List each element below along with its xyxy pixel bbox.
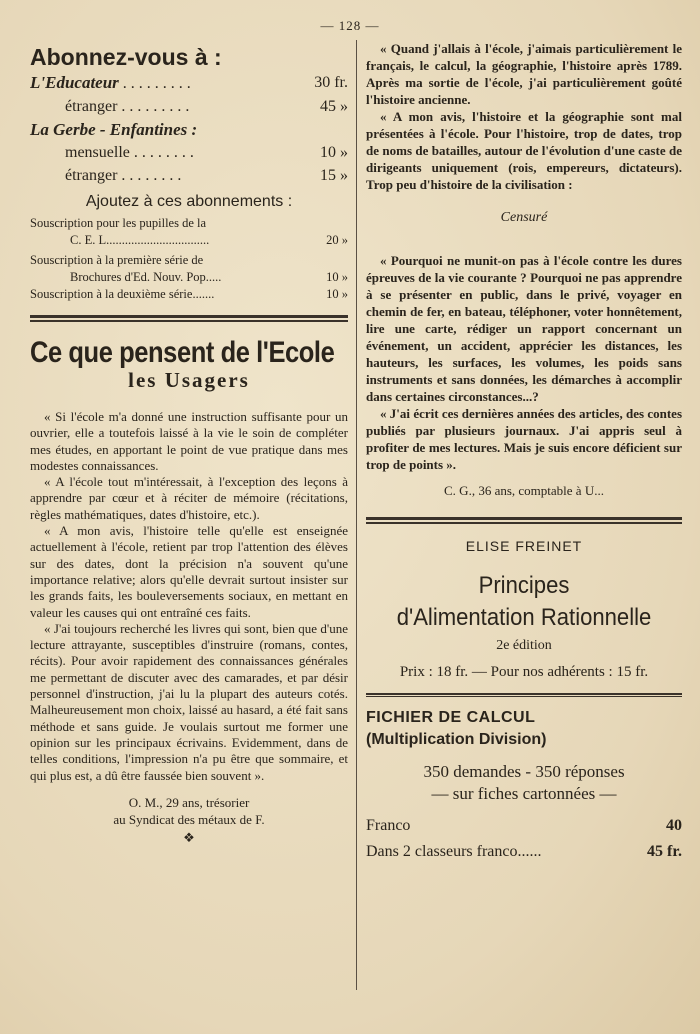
subscription-row-mensuelle	[30, 141, 348, 164]
article-paragraph: « J'ai écrit ces dernières années des articles, des contes publiés par plusieurs journaux. J'ai appris seul à profiter de mes lectures. Mais je suis encore déficient sur trop de points ».	[366, 406, 682, 472]
column-divider	[356, 40, 357, 990]
subscriptions-box	[30, 44, 348, 303]
subscriptions-heading: Abonnez-vous à :	[30, 44, 222, 70]
right-article-body	[366, 40, 682, 473]
deuxieme-price: 10 »	[326, 287, 348, 301]
brochures-text: Souscription à la première série de	[30, 253, 204, 267]
section-divider	[30, 315, 348, 322]
educateur-price: 30 fr.	[314, 74, 348, 91]
classeurs-price: 45 fr.	[647, 843, 682, 860]
article-paragraph: « Pourquoi ne munit-on pas à l'école contre les dures épreuves de la vie courante ? Pourquoi ne pas apprendre à se présenter en public, dans le privé, voyager en chemin de fer, en bateau, téléphoner, voter honnêtement, lire une carte, rédiger un rapport concernant un événement, un accident, apprécier les distances, les hauteurs, les surfaces, les volumes, les poids sans instruments et sans données, les démarches à accomplir dans certaines circonstances...?	[366, 253, 682, 404]
right-article-signature: C. G., 36 ans, comptable à U...	[444, 483, 604, 498]
educateur-label: L'Educateur	[30, 73, 119, 92]
book-title-line2: d'Alimentation Rationnelle	[396, 604, 652, 631]
franco-row	[366, 817, 682, 835]
book-edition: 2e édition	[496, 638, 552, 653]
etranger-label: étranger	[65, 167, 118, 184]
page-number: — 128 —	[320, 18, 380, 33]
leader-dots: . . . . . . . . .	[122, 75, 191, 92]
censure-label: Censuré	[500, 210, 548, 225]
section-divider	[366, 693, 682, 697]
gerbe-etranger-price: 15 »	[320, 167, 348, 184]
article-paragraph: « A mon avis, l'histoire telle qu'elle est enseignée actuellement à l'école, retient par trop l'attention des élèves sur des dates, dont la précision n'a souvent qu'une importance relative; alors qu'elle devrait surtout insister sur les grands faits, les bouleversements sociaux, en mettant en valeur les causes qui ont entraîné ces faits.	[30, 523, 348, 620]
fichier-line2: — sur fiches cartonnées —	[431, 784, 617, 803]
leader-dots: . . . . . . . .	[121, 167, 182, 184]
mensuelle-price: 10 »	[320, 144, 348, 161]
book-title-line1: Principes	[478, 572, 570, 599]
left-column	[30, 40, 348, 846]
brochures-price: 10 »	[326, 270, 348, 284]
article-signature	[30, 794, 348, 828]
ornament-icon: ❖	[183, 829, 195, 845]
franco-price: 40	[666, 817, 682, 834]
article-paragraph: « J'ai toujours recherché les livres qui sont, bien que d'une lecture attrayante, susceptibles d'instruire (romans, contes, récits). Pour avoir rapidement des connaissances générales me permettant de discuter avec des camarades, et par désir personnel d'instruction, j'ai lu la plupart des auteurs cotés. Malheureusement mon choix, laissé au hasard, a été fait sans méthode et sans guide. Je voulais surtout me former une opinion sur les principaux écrivains. Evidemment, dans de telles conditions, l'impression n'a pu être que sommaire, et qui plus est, a dû être faussée bien souvent ».	[30, 620, 348, 783]
article-paragraph: « A mon avis, l'histoire et la géographie sont mal présentées à l'école. Pour l'histoire, trop de dates, trop de noms de batailles, autour de l'évolution d'une caste de dirigeants uniquement (rois, empereurs, dictateurs). Trop peu d'histoire de la civilisation :	[366, 109, 682, 192]
leader-dots: . . . . . . . .	[133, 144, 194, 161]
pupilles-price: 20 »	[326, 233, 348, 247]
classeurs-label: Dans 2 classeurs franco......	[366, 843, 542, 860]
gerbe-label: La Gerbe - Enfantines :	[30, 120, 198, 139]
subscription-row-educateur	[30, 71, 348, 95]
book-title	[379, 570, 670, 634]
brochures-line1	[30, 252, 348, 269]
book-price: Prix : 18 fr. — Pour nos adhérents : 15 fr.	[399, 664, 649, 680]
article-body	[30, 409, 348, 784]
pupilles-line2	[30, 232, 348, 249]
article-paragraph: « Si l'école m'a donné une instruction suffisante pour un ouvrier, elle a toutefois laissé à la vie le soin de compléter mes études, en apportant le point de vue pratique dans mes modestes connaissances.	[30, 409, 348, 473]
article-paragraph: « A l'école tout m'intéressait, à l'exception des leçons à apprendre par cœur et à réciter de mémoire (récitations, règles mathématiques, dates d'histoire, etc.).	[30, 474, 348, 522]
fichier-title: FICHIER DE CALCUL	[366, 709, 536, 726]
pupilles-line1	[30, 215, 348, 232]
etranger-label: étranger	[65, 98, 118, 115]
deuxieme-row	[30, 286, 348, 303]
right-column	[366, 40, 682, 861]
brochures-line2	[30, 269, 348, 286]
article-subtitle: les Usagers	[128, 368, 250, 392]
cel-label: C. E. L.	[70, 233, 110, 247]
fichier-description	[366, 761, 682, 805]
book-author: ELISE FREINET	[465, 538, 583, 554]
fichier-line1: 350 demandes - 350 réponses	[423, 762, 625, 781]
signature-line1: O. M., 29 ans, trésorier	[128, 794, 250, 810]
book-ad	[366, 538, 682, 681]
signature-line2: au Syndicat des métaux de F.	[113, 811, 265, 827]
fichier-subtitle: (Multiplication Division)	[366, 731, 547, 748]
subscription-row-gerbe-etranger	[30, 164, 348, 187]
article-paragraph: « Quand j'allais à l'école, j'aimais particulièrement le français, le calcul, la géographie, l'histoire après 1789. Après ma sortie de l'école, j'ai particulièrement goûté l'histoire ancienne.	[366, 41, 682, 107]
franco-label: Franco	[366, 817, 411, 834]
pupilles-text: Souscription pour les pupilles de la	[30, 216, 207, 230]
ajoutez-heading: Ajoutez à ces abonnements :	[85, 193, 293, 210]
leader-dots: ................................	[109, 233, 210, 247]
subscription-row-educateur-etranger	[30, 95, 348, 118]
etranger-price: 45 »	[320, 98, 348, 115]
section-divider	[366, 517, 682, 524]
article-title: Ce que pensent de l'Ecole	[30, 336, 335, 369]
classeurs-row	[366, 843, 682, 861]
leader-dots: . . . . . . . . .	[121, 98, 190, 115]
brochures-label: Brochures d'Ed. Nouv. Pop.....	[70, 270, 222, 284]
mensuelle-label: mensuelle	[65, 144, 130, 161]
fichier-ad	[366, 709, 682, 861]
deuxieme-label: Souscription à la deuxième série.......	[30, 287, 215, 301]
